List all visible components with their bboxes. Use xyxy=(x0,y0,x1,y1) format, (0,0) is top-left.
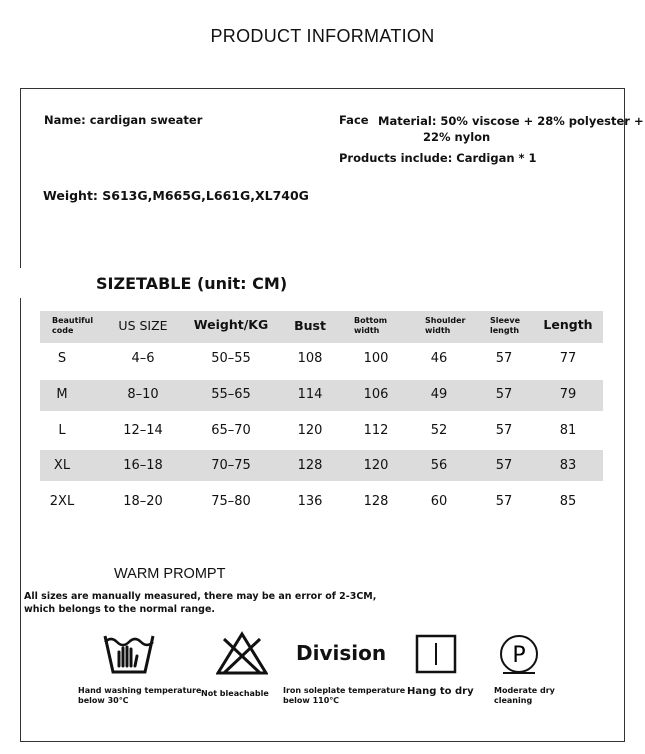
header-code: Beautiful code xyxy=(52,316,94,335)
table-cell-weight: 55–65 xyxy=(211,387,251,402)
table-cell-bottom: 128 xyxy=(363,494,389,509)
table-cell-weight: 70–75 xyxy=(211,458,251,473)
table-cell-length: 85 xyxy=(559,494,577,509)
header-weight: Weight/KG xyxy=(193,317,269,332)
table-cell-code: XL xyxy=(53,458,71,473)
table-cell-sleeve: 57 xyxy=(495,351,513,366)
header-sleeve: Sleeve length xyxy=(490,316,520,335)
table-cell-shoulder: 52 xyxy=(430,423,448,438)
table-cell-us: 18–20 xyxy=(123,494,163,509)
header-shoulder: Shoulder width xyxy=(425,316,466,335)
table-cell-shoulder: 60 xyxy=(430,494,448,509)
table-cell-bust: 114 xyxy=(297,387,323,402)
table-cell-us: 4–6 xyxy=(131,351,155,366)
material-line-2: 22% nylon xyxy=(423,130,491,144)
table-cell-length: 83 xyxy=(559,458,577,473)
table-cell-bottom: 112 xyxy=(363,423,389,438)
page-title: PRODUCT INFORMATION xyxy=(210,26,435,46)
header-bust: Bust xyxy=(294,318,326,333)
table-cell-us: 12–14 xyxy=(123,423,163,438)
no-bleach-label: Not bleachable xyxy=(201,689,269,698)
table-cell-sleeve: 57 xyxy=(495,387,513,402)
table-cell-weight: 50–55 xyxy=(211,351,251,366)
dry-clean-symbol: P xyxy=(512,643,526,668)
table-cell-code: 2XL xyxy=(49,494,75,509)
table-cell-shoulder: 46 xyxy=(430,351,448,366)
table-cell-us: 8–10 xyxy=(127,387,159,402)
table-cell-bottom: 120 xyxy=(363,458,389,473)
table-cell-code: M xyxy=(56,387,68,402)
header-us-size: US SIZE xyxy=(118,318,168,333)
table-cell-code: S xyxy=(57,351,67,366)
table-cell-weight: 65–70 xyxy=(211,423,251,438)
weight-info: Weight: S613G,M665G,L661G,XL740G xyxy=(43,188,309,203)
size-table-title: SIZETABLE (unit: CM) xyxy=(96,274,288,293)
table-cell-shoulder: 56 xyxy=(430,458,448,473)
table-cell-weight: 75–80 xyxy=(211,494,251,509)
table-cell-length: 79 xyxy=(559,387,577,402)
material-line-1: Material: 50% viscose + 28% polyester + xyxy=(378,114,644,128)
iron-label: Iron soleplate temperature below 110℃ xyxy=(283,686,406,705)
hang-dry-label: Hang to dry xyxy=(407,686,474,697)
product-name: Name: cardigan sweater xyxy=(44,113,203,127)
table-cell-bust: 128 xyxy=(297,458,323,473)
table-cell-bust: 108 xyxy=(297,351,323,366)
warm-prompt-title: WARM PROMPT xyxy=(114,566,226,582)
no-bleach-icon xyxy=(216,631,268,675)
table-cell-bust: 120 xyxy=(297,423,323,438)
table-cell-bust: 136 xyxy=(297,494,323,509)
table-cell-sleeve: 57 xyxy=(495,494,513,509)
table-cell-us: 16–18 xyxy=(123,458,163,473)
hand-wash-icon xyxy=(103,632,155,678)
header-length: Length xyxy=(543,317,593,332)
table-cell-sleeve: 57 xyxy=(495,423,513,438)
table-cell-sleeve: 57 xyxy=(495,458,513,473)
products-include: Products include: Cardigan * 1 xyxy=(339,151,537,165)
table-cell-length: 81 xyxy=(559,423,577,438)
table-cell-shoulder: 49 xyxy=(430,387,448,402)
hang-dry-icon xyxy=(415,634,457,674)
dry-clean-icon xyxy=(497,632,541,676)
table-cell-code: L xyxy=(58,423,66,438)
measurement-note: All sizes are manually measured, there may be an error of 2-3CM, which belongs to the normal range. xyxy=(24,591,377,615)
header-bottom: Bottom width xyxy=(354,316,388,335)
table-cell-bottom: 100 xyxy=(363,351,389,366)
table-cell-length: 77 xyxy=(559,351,577,366)
face-label: Face xyxy=(339,113,369,127)
division-label: Division xyxy=(296,641,387,665)
table-cell-bottom: 106 xyxy=(363,387,389,402)
dry-clean-label: Moderate dry cleaning xyxy=(494,686,555,705)
hand-wash-label: Hand washing temperature below 30℃ xyxy=(78,686,202,705)
